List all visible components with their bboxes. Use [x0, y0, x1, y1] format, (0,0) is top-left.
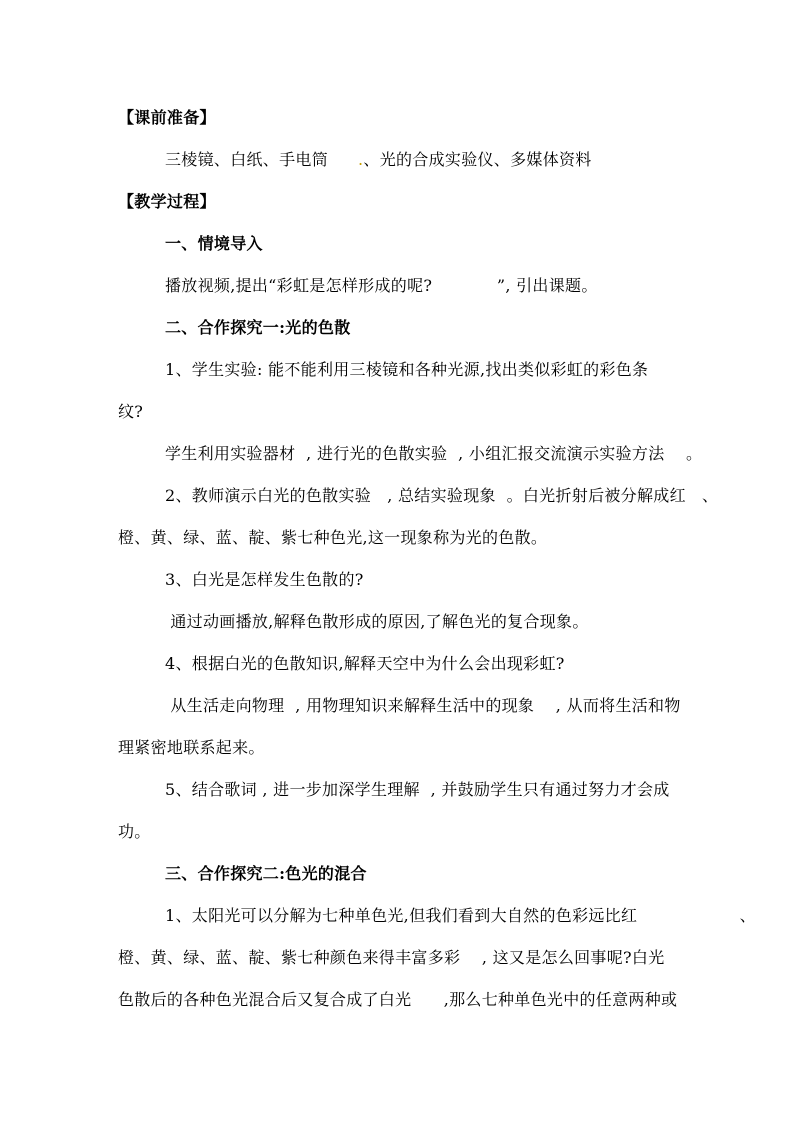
- part2-item1-line2: 纹?: [118, 402, 144, 421]
- part2-item1-line1: 1、学生实验: 能不能利用三棱镜和各种光源,找出类似彩虹的彩色条: [165, 360, 649, 379]
- process-heading: 【教学过程】: [118, 192, 216, 211]
- part2-item4: 4、根据白光的色散知识,解释天空中为什么会出现彩虹?: [165, 654, 565, 673]
- materials-dot: .: [358, 150, 364, 169]
- part2-item5-line2: 功。: [118, 822, 151, 841]
- materials-part-a: 三棱镜、白纸、手电筒: [165, 150, 329, 169]
- part1-text: 播放视频,提出“彩虹是怎样形成的呢? ”, 引出课题。: [165, 276, 598, 295]
- part3-item1-line2: 橙、黄、绿、蓝、靛、紫七种颜色来得丰富多彩 , 这又是怎么回事呢?白光: [118, 948, 665, 967]
- part2-item2-line2: 橙、黄、绿、蓝、靛、紫七种色光,这一现象称为光的色散。: [118, 528, 548, 547]
- prep-heading: 【课前准备】: [118, 108, 216, 127]
- prep-materials: [165, 150, 592, 170]
- part2-item5-line1: 5、结合歌词 , 进一步加深学生理解 , 并鼓励学生只有通过努力才会成: [165, 780, 670, 799]
- part1-title: 一、情境导入: [165, 234, 263, 253]
- part3-title: 三、合作探究二:色光的混合: [165, 864, 367, 883]
- part2-item4-line1: 从生活走向物理 , 用物理知识来解释生活中的现象 , 从而将生活和物: [165, 696, 681, 715]
- materials-part-b: 、光的合成实验仪、多媒体资料: [363, 150, 592, 169]
- part2-item1-line3: 学生利用实验器材 , 进行光的色散实验 , 小组汇报交流演示实验方法 。: [165, 444, 703, 463]
- part2-item4-line2: 理紧密地联系起来。: [118, 738, 265, 757]
- part3-item1-line1: 1、太阳光可以分解为七种单色光,但我们看到大自然的色彩远比红 、: [165, 906, 756, 925]
- part2-title: 二、合作探究一:光的色散: [165, 318, 351, 337]
- part2-item3-text: 通过动画播放,解释色散形成的原因,了解色光的复合现象。: [165, 612, 589, 631]
- part2-item3: 3、白光是怎样发生色散的?: [165, 570, 364, 589]
- part2-item2-line1: 2、教师演示白光的色散实验 , 总结实验现象 。白光折射后被分解成红 、: [165, 486, 719, 505]
- part3-item1-line3: 色散后的各种色光混合后又复合成了白光 ,那么七种单色光中的任意两种或: [118, 990, 678, 1009]
